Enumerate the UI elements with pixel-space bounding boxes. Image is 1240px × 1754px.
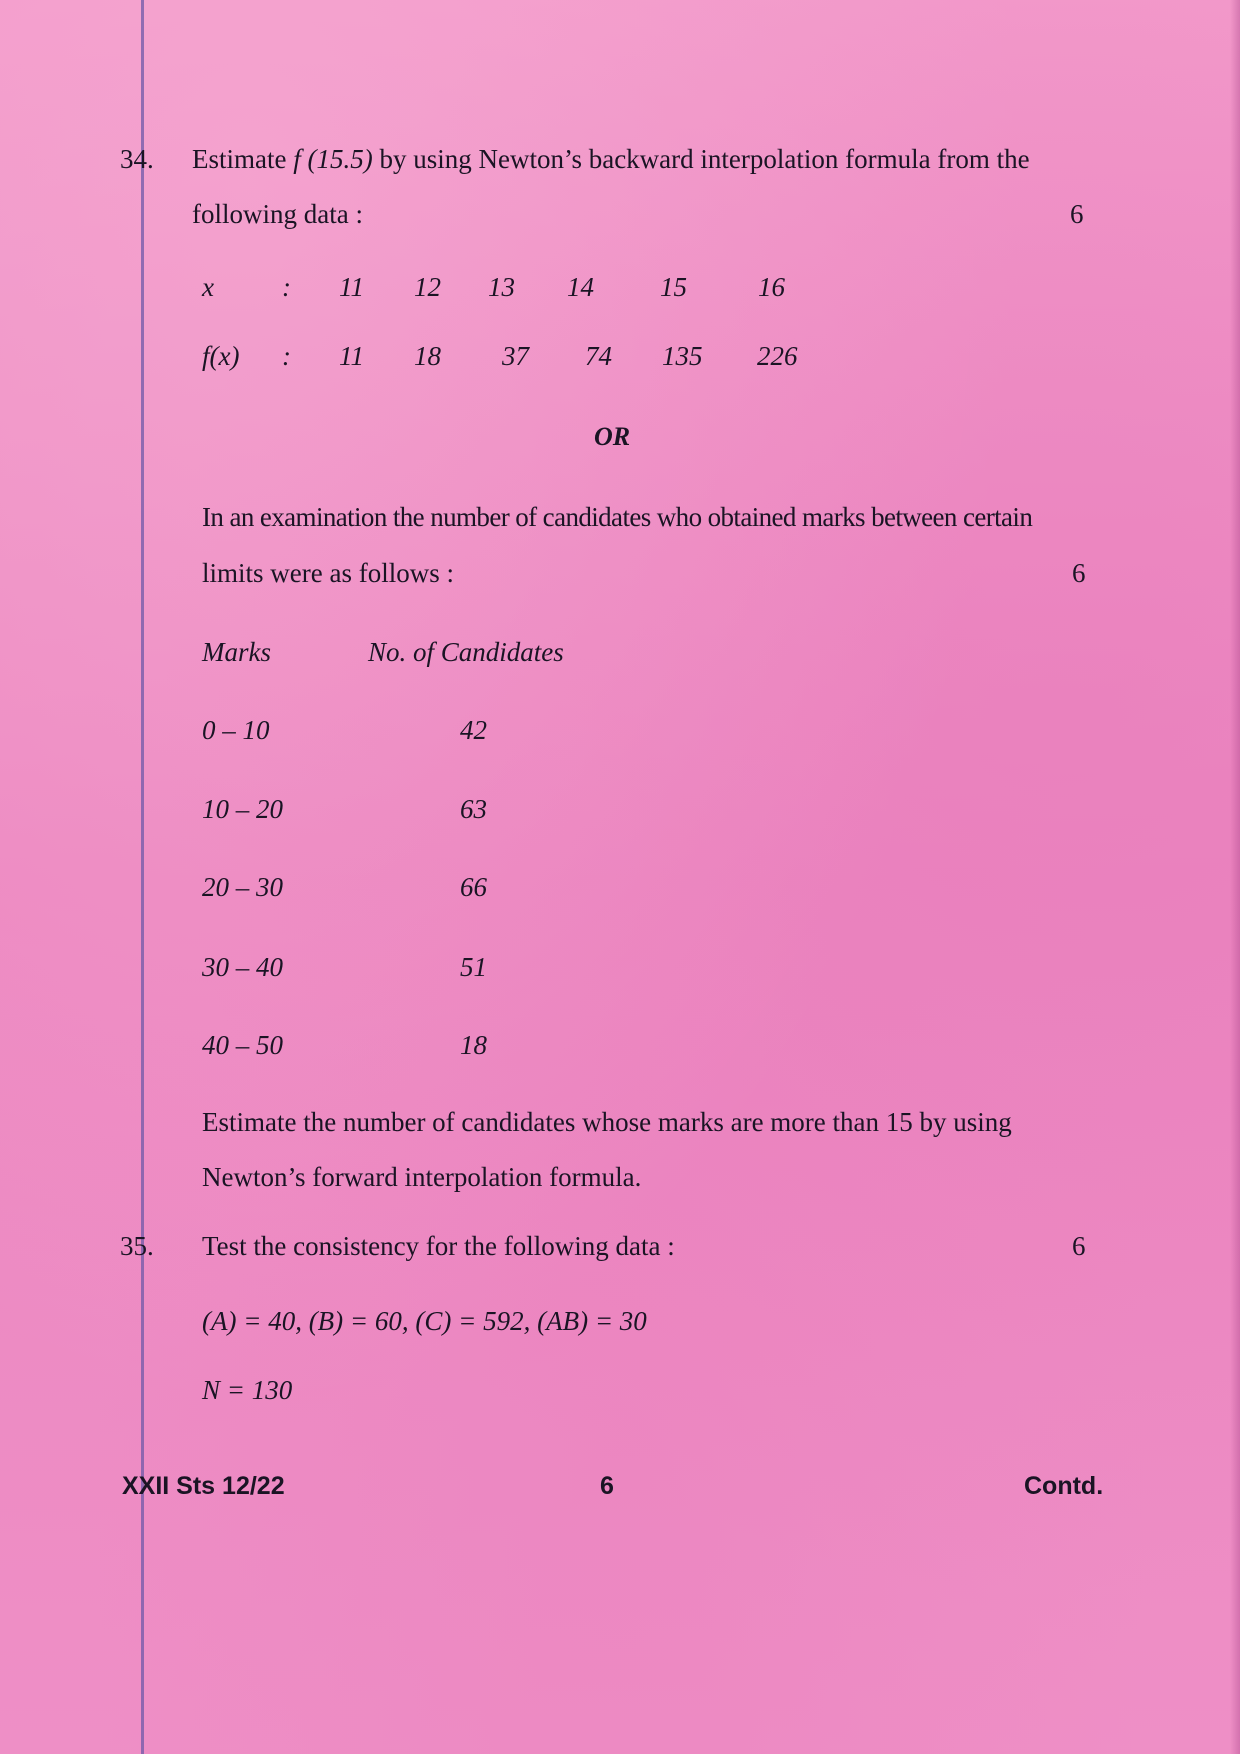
question-34-number: 34. [120, 144, 154, 174]
x-value: 13 [488, 272, 515, 302]
marks-range: 30 – 40 [202, 952, 283, 982]
alt-question-marks: 6 [1072, 558, 1086, 588]
marks-header: Marks [202, 637, 271, 667]
footer-page-number: 6 [600, 1472, 614, 1500]
question-34-line2: following data : [192, 199, 363, 229]
candidate-count: 42 [460, 715, 487, 745]
fx-value: 74 [585, 341, 612, 371]
question-35-equation-1: (A) = 40, (B) = 60, (C) = 592, (AB) = 30 [202, 1306, 647, 1336]
candidate-count: 63 [460, 794, 487, 824]
candidate-count: 18 [460, 1030, 487, 1060]
marks-range: 40 – 50 [202, 1030, 283, 1060]
fx-value: 11 [339, 341, 364, 371]
question-34-marks: 6 [1070, 199, 1084, 229]
question-34-line1-start: Estimate [192, 144, 294, 174]
marks-range: 10 – 20 [202, 794, 283, 824]
alt-question-instruction-line1: Estimate the number of candidates whose marks are more than 15 by using [202, 1107, 1012, 1137]
candidate-count: 66 [460, 872, 487, 902]
x-value: 14 [567, 272, 594, 302]
question-35-marks: 6 [1072, 1231, 1086, 1261]
page-edge [1230, 0, 1240, 1754]
alt-question-line1: In an examination the number of candidates who obtained marks between certain [202, 502, 1033, 532]
x-value: 12 [414, 272, 441, 302]
footer-paper-code: XXII Sts 12/22 [122, 1472, 285, 1500]
x-value: 16 [758, 272, 785, 302]
candidate-count: 51 [460, 952, 487, 982]
candidates-header: No. of Candidates [368, 637, 564, 667]
fx-value: 37 [502, 341, 529, 371]
x-value: 15 [660, 272, 687, 302]
question-34-expression: f (15.5) [293, 144, 373, 174]
x-separator: : [282, 272, 291, 302]
question-35-equation-2: N = 130 [202, 1375, 293, 1405]
or-heading: OR [594, 422, 631, 451]
question-34-line1-end: by using Newton’s backward interpolation formula from the [372, 144, 1030, 174]
fx-value: 226 [757, 341, 798, 371]
fx-value: 135 [662, 341, 703, 371]
fx-label: f(x) [202, 341, 240, 371]
x-label: x [202, 272, 214, 302]
marks-range: 0 – 10 [202, 715, 270, 745]
question-34-line1 [192, 144, 1030, 175]
fx-value: 18 [414, 341, 441, 371]
question-35-number: 35. [120, 1231, 154, 1261]
question-35-text: Test the consistency for the following data : [202, 1231, 675, 1261]
x-value: 11 [339, 272, 364, 302]
marks-range: 20 – 30 [202, 872, 283, 902]
footer-contd: Contd. [1024, 1472, 1104, 1500]
fx-separator: : [282, 341, 291, 371]
alt-question-line2: limits were as follows : [202, 558, 454, 588]
alt-question-instruction-line2: Newton’s forward interpolation formula. [202, 1162, 642, 1192]
